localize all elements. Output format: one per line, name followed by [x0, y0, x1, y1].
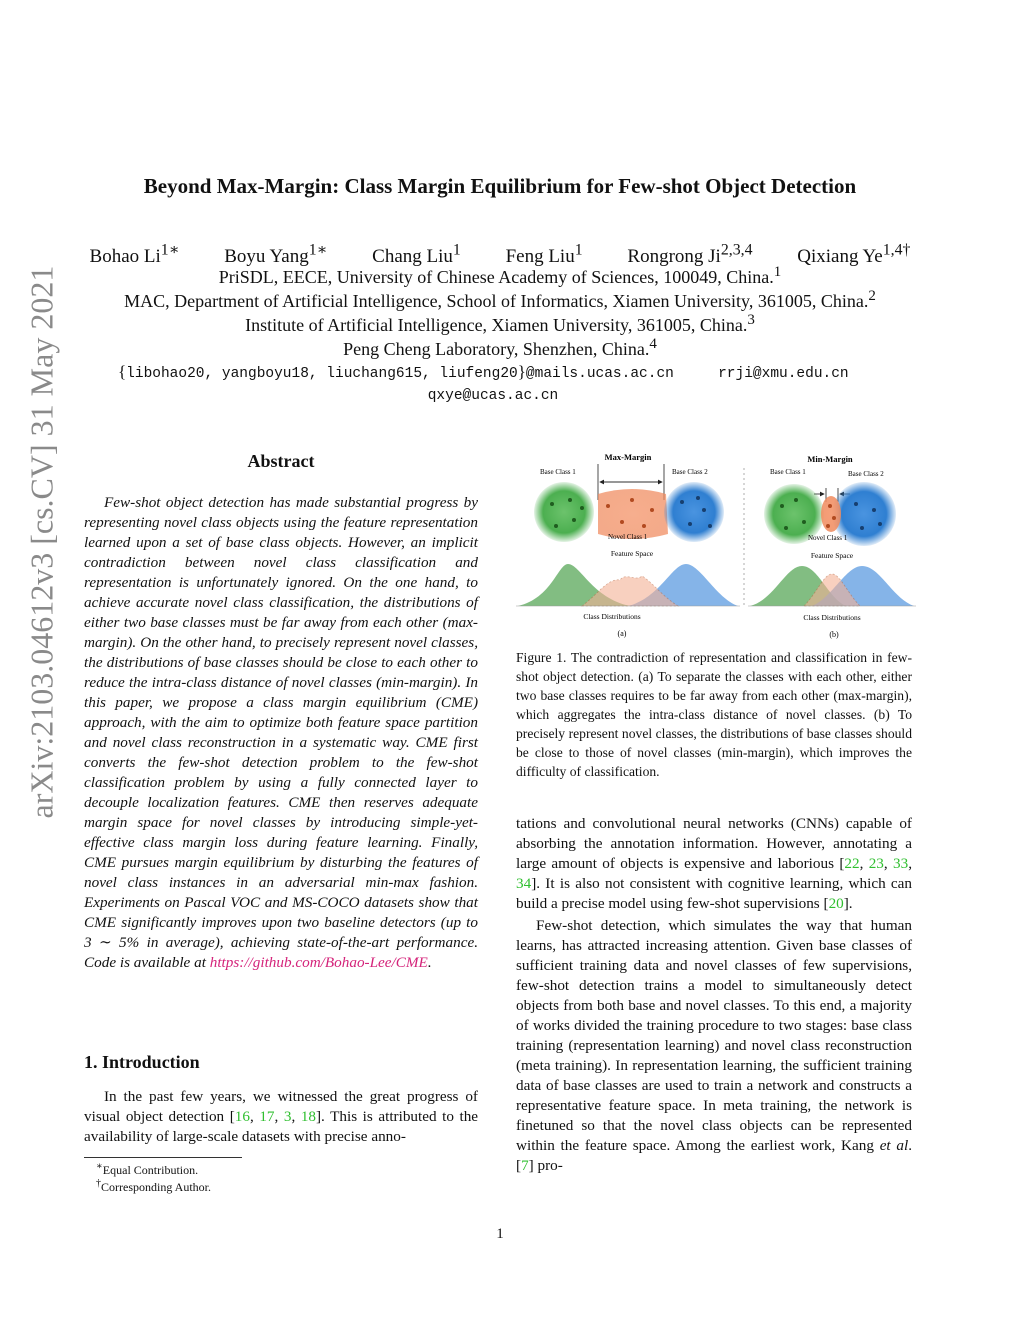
- citation-link[interactable]: 34: [516, 875, 532, 892]
- author: Qixiang $Ye^{1,4\dagger}$: [797, 242, 911, 268]
- max-margin-label: Max-Margin: [604, 452, 652, 462]
- panel-b: [748, 454, 916, 639]
- author: Bohao $Li^{1∗}$: [89, 242, 180, 268]
- author: Boyu Yang$^{1∗}$: [224, 242, 328, 268]
- citation-link[interactable]: 33: [893, 855, 909, 872]
- email-domain: @mails.ucas.ac.cn: [525, 366, 674, 382]
- figure-caption: Figure 1. The contradiction of representation and classification in few-shot object detection. (a) To separate the classes with each other, either two base classes requires to be far away from each other (max-margin), which aggregates the intra-class distance of novel classes. (b) To precisely represent novel classes, the distributions of base classes should be close to those of novel classes (min-margin), which improves the difficulty of classification.: [516, 650, 912, 779]
- abstract-body: Few-shot object detection has made substantial progress by representing novel class objects using the feature representation learned upon a set of base class objects. However, an implicit contradiction between novel class classification and representation is unfortunately ignored. On the one hand, to achieve accurate novel class classification, the distributions of either two base classes must be far away from each other (max-margin). On the other hand, to precisely represent novel classes, the distributions of base classes should be close to each other to reduce the intra-class distance of novel classes (min-margin). In this paper, we propose a class margin equilibrium (CME) approach, with the aim to optimize both feature space partition and novel class reconstruction in a systematic way. CME first converts the few-shot detection problem to the few-shot classification problem by using a fully connected layer to decouple localization features. CME then reserves adequate margin space for novel classes by introducing simple-yet-effective class margin loss during feature learning. Finally, CME pursues margin equilibrium by disturbing the features of novel class instances in an adversarial min-max fashion. Experiments on Pascal VOC and MS-COCO datasets show that CME significantly improves upon two baseline detectors (up to 3 ∼ 5% in average), achieving state-of-the-art performance. Code is available at https://github.com/Bohao-Lee/CME.: [84, 494, 478, 971]
- base-class-1-label: Base Class 1: [540, 468, 576, 476]
- email-line: {libohao20, yangboyu18, liuchang615, liufeng20}@mails.ucas.ac.cn rrji@xmu.edu.cn: [118, 362, 849, 382]
- novel-class-label: Novel Class 1: [608, 533, 648, 541]
- citation-link[interactable]: 23: [868, 855, 884, 872]
- intro-body: In the past few years, we witnessed the great progress of visual object detection [16, 17, 3, 18]. This is attributed to the availability of large-scale datasets with precise anno-: [84, 1088, 479, 1145]
- citation-link[interactable]: 20: [828, 895, 844, 912]
- citation-link[interactable]: 22: [844, 855, 860, 872]
- novel-class-region: [598, 489, 668, 539]
- footnote-rule: [84, 1157, 242, 1158]
- code-link[interactable]: https://github.com/Bohao-Lee/CME: [209, 954, 428, 971]
- novel-class-region: [821, 496, 841, 532]
- novel-class-label: Novel Class 1: [808, 534, 848, 542]
- base-class-2-cluster: [664, 482, 724, 542]
- author: Chang Liu$^1$: [372, 242, 461, 268]
- abstract-heading: Abstract: [247, 451, 315, 471]
- subfigure-a-label: (a): [617, 629, 627, 638]
- figure-1: [512, 448, 918, 644]
- base-class-1-label: Base Class 1: [770, 468, 806, 476]
- class-distributions-label: Class Distributions: [803, 613, 861, 622]
- citation-link[interactable]: 16: [234, 1108, 250, 1125]
- citation-link[interactable]: 18: [300, 1108, 316, 1125]
- footnote: ∗Equal Contribution.: [96, 1161, 199, 1177]
- feature-space-label: Feature Space: [610, 549, 654, 558]
- base-class-2-label: Base Class 2: [672, 468, 708, 476]
- class-distributions-label: Class Distributions: [583, 612, 641, 621]
- email: rrji@xmu.edu.cn: [718, 366, 849, 382]
- base-class-2-label: Base Class 2: [848, 470, 884, 478]
- affiliation: Peng Cheng Laboratory, Shenzhen, China.$^4$: [343, 336, 657, 359]
- subfigure-b-label: (b): [829, 630, 839, 639]
- base-class-1-cluster: [534, 482, 594, 542]
- min-margin-label: Min-Margin: [807, 454, 853, 464]
- email-names: libohao20, yangboyu18, liuchang615, liufeng20: [126, 366, 518, 382]
- arxiv-stamp: arXiv:2103.04612v3 [cs.CV] 31 May 2021: [23, 265, 60, 819]
- page-number: 1: [496, 1226, 504, 1242]
- footnote: †Corresponding Author.: [96, 1178, 211, 1194]
- feature-space-label: Feature Space: [810, 551, 854, 560]
- affiliation: Institute of Artificial Intelligence, Xiamen University, 361005, China.$^3$: [245, 312, 755, 335]
- citation-link[interactable]: 7: [521, 1157, 529, 1174]
- affiliation: PriSDL, EECE, University of Chinese Academy of Sciences, 100049, China.$^1$: [218, 264, 782, 287]
- author: Rongrong Ji$^{2,3,4}$: [627, 242, 753, 268]
- author: Feng Liu$^1$: [505, 242, 583, 268]
- email: qxye@ucas.ac.cn: [427, 388, 559, 404]
- paper-title: Beyond Max-Margin: Class Margin Equilibrium for Few-shot Object Detection: [143, 174, 857, 198]
- citation-link[interactable]: 3: [283, 1108, 292, 1125]
- section-heading: 1. Introduction: [84, 1052, 200, 1072]
- citation-link[interactable]: 17: [259, 1108, 275, 1125]
- panel-a: [516, 452, 740, 638]
- right-column-body: tations and convolutional neural networks (CNNs) capable of absorbing the annotation information. However, annotating a large amount of objects is expensive and laborious [22, 23, 33, 34]. It is also not consistent with cognitive learning, which can build a precise model using few-shot supervisions [20]. Few-shot detection, which simulates the way that human learns, has attracted increasing attention. Given base classes of sufficient training data and novel classes of few supervisions, few-shot detection trains a model to simultaneously detect objects from both base and novel classes. To this end, a majority of works divided the training procedure to two stages: base class training (representation learning) and novel class reconstruction (meta training). In representation learning, the sufficient training data of base classes are used to train a network and constructs a representative feature space. In meta training, the network is finetuned so that the novel class objects can be represented within the feature space. Among the earliest work, Kang et al. [7] pro-: [516, 815, 913, 1174]
- affiliation: MAC, Department of Artificial Intelligence, School of Informatics, Xiamen University, 361005, China.$^2$: [124, 288, 876, 311]
